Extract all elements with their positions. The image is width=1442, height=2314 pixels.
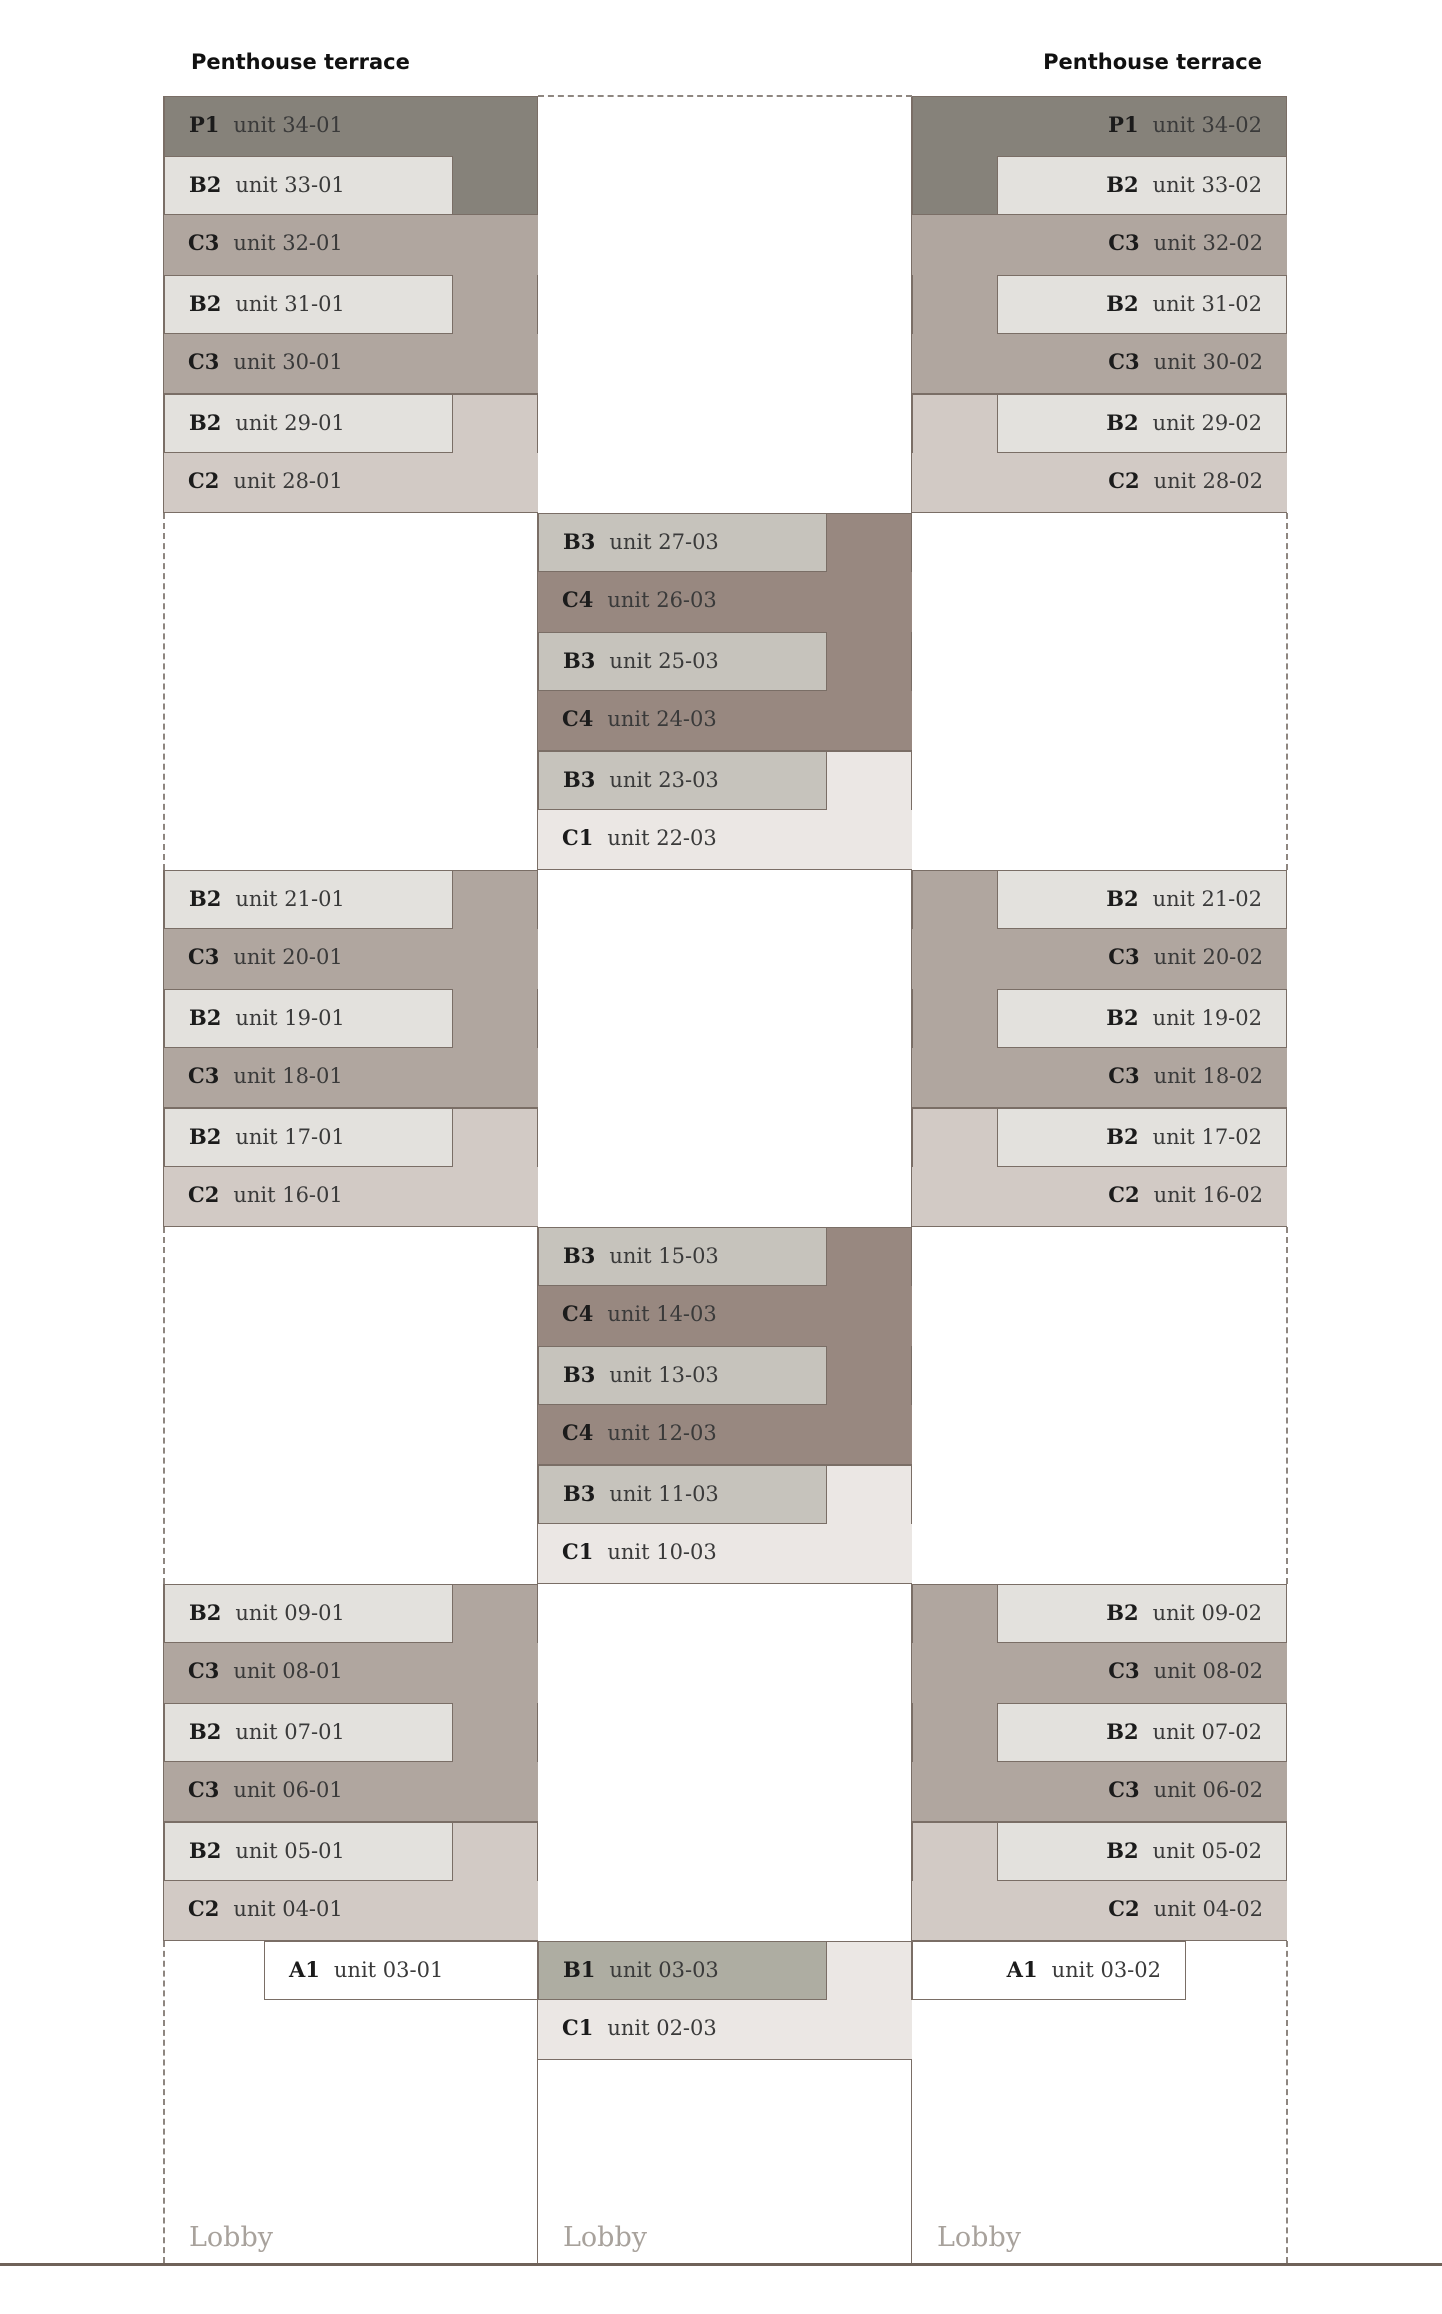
floor-separator bbox=[164, 393, 538, 394]
unit-label bbox=[188, 1182, 343, 1207]
unit-box bbox=[997, 1703, 1287, 1763]
unit-box bbox=[997, 1822, 1287, 1882]
unit-label bbox=[188, 349, 343, 374]
unit-name: unit 17-01 bbox=[235, 1124, 345, 1149]
unit-type: B3 bbox=[563, 1480, 596, 1506]
unit-label bbox=[1106, 1838, 1262, 1863]
unit-box bbox=[912, 215, 1287, 275]
unit-label bbox=[289, 1957, 443, 1982]
unit-type: C2 bbox=[188, 468, 220, 493]
unit-box bbox=[164, 1584, 453, 1644]
unit-box bbox=[997, 989, 1287, 1049]
unit-name: unit 32-01 bbox=[233, 231, 343, 255]
floor-separator bbox=[912, 1226, 1287, 1227]
unit-box bbox=[912, 1167, 1287, 1227]
unit-name: unit 21-02 bbox=[1152, 886, 1262, 911]
unit-type: C2 bbox=[188, 1182, 220, 1207]
unit-name: unit 06-02 bbox=[1153, 1778, 1263, 1802]
unit-label bbox=[1108, 944, 1263, 969]
unit-box bbox=[164, 989, 453, 1049]
unit-type: B2 bbox=[1106, 171, 1139, 197]
unit-name: unit 25-03 bbox=[609, 648, 719, 673]
unit-type: B2 bbox=[1106, 885, 1139, 911]
unit-type: B2 bbox=[1106, 1004, 1139, 1030]
unit-box bbox=[538, 572, 912, 632]
unit-box bbox=[912, 929, 1287, 989]
unit-label bbox=[1106, 172, 1262, 197]
floor-separator bbox=[164, 1821, 538, 1822]
dashed-gridline bbox=[163, 513, 165, 870]
unit-type: B3 bbox=[563, 647, 596, 673]
floor-separator bbox=[912, 1821, 1287, 1822]
unit-type: B2 bbox=[189, 1599, 222, 1625]
unit-name: unit 12-03 bbox=[607, 1421, 717, 1445]
floor-separator bbox=[538, 869, 912, 870]
unit-type: B2 bbox=[1106, 409, 1139, 435]
unit-label bbox=[189, 1005, 345, 1030]
unit-label bbox=[562, 587, 717, 612]
unit-label bbox=[1106, 410, 1262, 435]
unit-name: unit 28-02 bbox=[1153, 469, 1263, 493]
unit-box bbox=[538, 1405, 912, 1465]
unit-type: B3 bbox=[563, 1361, 596, 1387]
unit-box bbox=[538, 810, 912, 870]
unit-box bbox=[912, 1941, 1186, 2001]
unit-box bbox=[264, 1941, 538, 2001]
dashed-gridline bbox=[1286, 1227, 1288, 1584]
unit-label bbox=[189, 1124, 345, 1149]
unit-label bbox=[562, 1420, 717, 1445]
unit-label bbox=[189, 410, 345, 435]
unit-name: unit 06-01 bbox=[233, 1778, 343, 1802]
unit-type: A1 bbox=[1006, 1956, 1038, 1982]
unit-type: C3 bbox=[1108, 1063, 1140, 1088]
unit-type: B2 bbox=[189, 1004, 222, 1030]
unit-name: unit 08-01 bbox=[233, 1659, 343, 1683]
unit-box bbox=[538, 1465, 827, 1525]
unit-type: C4 bbox=[562, 1301, 594, 1326]
unit-box bbox=[538, 632, 827, 692]
unit-label bbox=[189, 172, 345, 197]
unit-name: unit 33-01 bbox=[235, 172, 345, 197]
unit-name: unit 29-01 bbox=[235, 410, 345, 435]
unit-type: C1 bbox=[562, 1539, 594, 1564]
unit-type: C2 bbox=[1108, 1182, 1140, 1207]
unit-name: unit 07-02 bbox=[1152, 1719, 1262, 1744]
unit-box bbox=[164, 453, 538, 513]
unit-name: unit 31-02 bbox=[1152, 291, 1262, 316]
unit-box bbox=[912, 1762, 1287, 1822]
unit-box bbox=[164, 156, 453, 216]
unit-box bbox=[997, 394, 1287, 454]
unit-label bbox=[1106, 1005, 1262, 1030]
unit-label bbox=[188, 1063, 343, 1088]
unit-name: unit 05-02 bbox=[1152, 1838, 1262, 1863]
unit-label bbox=[1108, 1182, 1263, 1207]
unit-type: B2 bbox=[1106, 1599, 1139, 1625]
lobby-label-middle: Lobby bbox=[563, 2222, 648, 2253]
terrace-label-left: Penthouse terrace bbox=[191, 50, 410, 74]
unit-type: B3 bbox=[563, 528, 596, 554]
unit-label bbox=[188, 468, 343, 493]
unit-type: C3 bbox=[188, 230, 220, 255]
unit-type: C3 bbox=[188, 349, 220, 374]
unit-name: unit 18-01 bbox=[233, 1064, 343, 1088]
floor-separator bbox=[912, 512, 1287, 513]
unit-name: unit 28-01 bbox=[233, 469, 343, 493]
unit-label bbox=[563, 529, 719, 554]
unit-label bbox=[188, 230, 343, 255]
unit-label bbox=[1108, 1658, 1263, 1683]
unit-label bbox=[1108, 1777, 1263, 1802]
unit-type: B2 bbox=[1106, 1837, 1139, 1863]
unit-type: C3 bbox=[1108, 230, 1140, 255]
unit-type: C3 bbox=[1108, 944, 1140, 969]
unit-label bbox=[189, 1719, 345, 1744]
unit-name: unit 29-02 bbox=[1152, 410, 1262, 435]
unit-label bbox=[562, 1301, 717, 1326]
floor-separator bbox=[164, 1940, 538, 1941]
unit-name: unit 09-01 bbox=[235, 1600, 345, 1625]
unit-type: B2 bbox=[189, 409, 222, 435]
unit-label bbox=[1108, 468, 1263, 493]
unit-label bbox=[563, 1957, 719, 1982]
unit-box bbox=[538, 2000, 912, 2060]
unit-box bbox=[997, 1584, 1287, 1644]
unit-type: C3 bbox=[188, 1658, 220, 1683]
unit-name: unit 33-02 bbox=[1152, 172, 1262, 197]
unit-label bbox=[563, 1481, 719, 1506]
unit-label bbox=[1106, 1124, 1262, 1149]
unit-box bbox=[912, 334, 1287, 394]
unit-box bbox=[538, 1346, 827, 1406]
floor-separator bbox=[912, 393, 1287, 394]
unit-label bbox=[563, 1243, 719, 1268]
unit-type: C3 bbox=[1108, 1658, 1140, 1683]
unit-label bbox=[1108, 1063, 1263, 1088]
dashed-gridline bbox=[163, 1227, 165, 1584]
unit-box bbox=[164, 275, 453, 335]
dashed-gridline bbox=[1286, 1941, 1288, 2264]
unit-name: unit 27-03 bbox=[609, 529, 719, 554]
unit-box bbox=[164, 1167, 538, 1227]
unit-type: C2 bbox=[1108, 1896, 1140, 1921]
floor-separator bbox=[538, 750, 912, 751]
floor-separator bbox=[912, 1940, 1287, 1941]
unit-name: unit 03-01 bbox=[333, 1957, 444, 1982]
unit-name: unit 05-01 bbox=[235, 1838, 345, 1863]
unit-box bbox=[164, 870, 453, 930]
unit-name: unit 19-01 bbox=[235, 1005, 345, 1030]
unit-type: P1 bbox=[189, 112, 220, 137]
unit-box bbox=[912, 453, 1287, 513]
unit-label bbox=[189, 291, 345, 316]
unit-box bbox=[997, 870, 1287, 930]
unit-type: B2 bbox=[189, 171, 222, 197]
unit-name: unit 10-03 bbox=[607, 1540, 717, 1564]
unit-type: B2 bbox=[1106, 1123, 1139, 1149]
unit-name: unit 02-03 bbox=[607, 2016, 717, 2040]
unit-box bbox=[912, 1643, 1287, 1703]
unit-box bbox=[538, 1941, 827, 2001]
unit-box bbox=[997, 275, 1287, 335]
unit-box bbox=[538, 691, 912, 751]
unit-box bbox=[164, 929, 538, 989]
unit-label bbox=[1106, 1719, 1262, 1744]
dashed-gridline bbox=[163, 1941, 165, 2264]
floor-separator bbox=[538, 2059, 912, 2060]
unit-type: B2 bbox=[1106, 1718, 1139, 1744]
unit-label bbox=[1106, 291, 1262, 316]
unit-name: unit 03-02 bbox=[1051, 1957, 1161, 1982]
unit-type: B2 bbox=[189, 885, 222, 911]
floor-separator bbox=[538, 1464, 912, 1465]
unit-type: C3 bbox=[188, 1063, 220, 1088]
floor-separator bbox=[164, 1107, 538, 1108]
lobby-label-right: Lobby bbox=[937, 2222, 1022, 2253]
unit-label bbox=[188, 1896, 343, 1921]
unit-label bbox=[1108, 1896, 1263, 1921]
unit-name: unit 20-02 bbox=[1153, 945, 1263, 969]
lobby-label-left: Lobby bbox=[189, 2222, 274, 2253]
unit-name: unit 16-01 bbox=[233, 1183, 343, 1207]
unit-type: C2 bbox=[188, 1896, 220, 1921]
unit-box bbox=[997, 156, 1287, 216]
unit-name: unit 24-03 bbox=[607, 707, 717, 731]
unit-box bbox=[164, 1762, 538, 1822]
unit-box bbox=[164, 394, 453, 454]
unit-name: unit 31-01 bbox=[235, 291, 345, 316]
unit-type: B2 bbox=[189, 290, 222, 316]
unit-label bbox=[1106, 1600, 1262, 1625]
unit-box bbox=[997, 1108, 1287, 1168]
unit-name: unit 16-02 bbox=[1153, 1183, 1263, 1207]
unit-type: B2 bbox=[189, 1837, 222, 1863]
unit-type: C4 bbox=[562, 587, 594, 612]
unit-name: unit 17-02 bbox=[1152, 1124, 1262, 1149]
unit-label bbox=[189, 1600, 345, 1625]
unit-type: C2 bbox=[1108, 468, 1140, 493]
unit-name: unit 08-02 bbox=[1153, 1659, 1263, 1683]
unit-box bbox=[538, 751, 827, 811]
unit-name: unit 09-02 bbox=[1152, 1600, 1262, 1625]
unit-name: unit 13-03 bbox=[609, 1362, 719, 1387]
unit-label bbox=[1108, 230, 1263, 255]
unit-name: unit 21-01 bbox=[235, 886, 345, 911]
unit-label bbox=[188, 1777, 343, 1802]
unit-name: unit 15-03 bbox=[609, 1243, 719, 1268]
unit-type: B2 bbox=[189, 1718, 222, 1744]
unit-label bbox=[189, 886, 345, 911]
unit-box bbox=[164, 1822, 453, 1882]
unit-type: B3 bbox=[563, 766, 596, 792]
unit-box bbox=[538, 1286, 912, 1346]
unit-type: B1 bbox=[563, 1956, 596, 1982]
unit-type: C3 bbox=[188, 944, 220, 969]
unit-label bbox=[188, 1658, 343, 1683]
unit-label bbox=[189, 112, 343, 137]
unit-label bbox=[562, 1539, 717, 1564]
unit-label bbox=[563, 648, 719, 673]
unit-label bbox=[1108, 112, 1262, 137]
unit-name: unit 19-02 bbox=[1152, 1005, 1262, 1030]
unit-name: unit 23-03 bbox=[609, 767, 719, 792]
unit-name: unit 03-03 bbox=[609, 1957, 719, 1982]
unit-box bbox=[164, 1643, 538, 1703]
unit-label bbox=[562, 825, 717, 850]
unit-box bbox=[912, 1881, 1287, 1941]
unit-box bbox=[164, 1881, 538, 1941]
unit-label bbox=[563, 1362, 719, 1387]
unit-box bbox=[538, 1524, 912, 1584]
floor-separator bbox=[912, 1107, 1287, 1108]
unit-type: C3 bbox=[188, 1777, 220, 1802]
unit-name: unit 04-02 bbox=[1153, 1897, 1263, 1921]
unit-label bbox=[1007, 1957, 1161, 1982]
unit-name: unit 32-02 bbox=[1153, 231, 1263, 255]
unit-type: B2 bbox=[1106, 290, 1139, 316]
unit-type: C1 bbox=[562, 2015, 594, 2040]
unit-label bbox=[1106, 886, 1262, 911]
unit-type: A1 bbox=[289, 1956, 320, 1982]
unit-type: C1 bbox=[562, 825, 594, 850]
unit-box bbox=[164, 1108, 453, 1168]
unit-name: unit 34-01 bbox=[233, 113, 343, 137]
unit-type: P1 bbox=[1108, 112, 1139, 137]
unit-name: unit 34-02 bbox=[1152, 113, 1262, 137]
unit-name: unit 07-01 bbox=[235, 1719, 345, 1744]
unit-name: unit 30-02 bbox=[1153, 350, 1263, 374]
unit-label bbox=[188, 944, 343, 969]
unit-type: B3 bbox=[563, 1242, 596, 1268]
unit-type: C4 bbox=[562, 1420, 594, 1445]
unit-box bbox=[538, 1227, 827, 1287]
unit-type: B2 bbox=[189, 1123, 222, 1149]
unit-name: unit 30-01 bbox=[233, 350, 343, 374]
floor-separator bbox=[164, 1226, 538, 1227]
unit-label bbox=[562, 2015, 717, 2040]
unit-box bbox=[164, 1703, 453, 1763]
dashed-gridline bbox=[1286, 513, 1288, 870]
unit-name: unit 11-03 bbox=[609, 1481, 719, 1506]
unit-name: unit 14-03 bbox=[607, 1302, 717, 1326]
floor-separator bbox=[538, 1583, 912, 1584]
unit-box bbox=[912, 1048, 1287, 1108]
ground-line bbox=[0, 2263, 1442, 2266]
unit-box bbox=[164, 334, 538, 394]
unit-box bbox=[164, 1048, 538, 1108]
unit-type: C3 bbox=[1108, 349, 1140, 374]
unit-name: unit 20-01 bbox=[233, 945, 343, 969]
floor-separator bbox=[164, 512, 538, 513]
unit-label bbox=[189, 1838, 345, 1863]
unit-name: unit 26-03 bbox=[607, 588, 717, 612]
unit-type: C3 bbox=[1108, 1777, 1140, 1802]
unit-name: unit 22-03 bbox=[607, 826, 717, 850]
unit-box bbox=[538, 513, 827, 573]
terrace-label-right: Penthouse terrace bbox=[1043, 50, 1262, 74]
unit-type: C4 bbox=[562, 706, 594, 731]
unit-name: unit 18-02 bbox=[1153, 1064, 1263, 1088]
unit-label bbox=[563, 767, 719, 792]
unit-label bbox=[562, 706, 717, 731]
unit-name: unit 04-01 bbox=[233, 1897, 343, 1921]
dashed-roofline bbox=[538, 95, 912, 97]
unit-box bbox=[164, 215, 538, 275]
unit-label bbox=[1108, 349, 1263, 374]
